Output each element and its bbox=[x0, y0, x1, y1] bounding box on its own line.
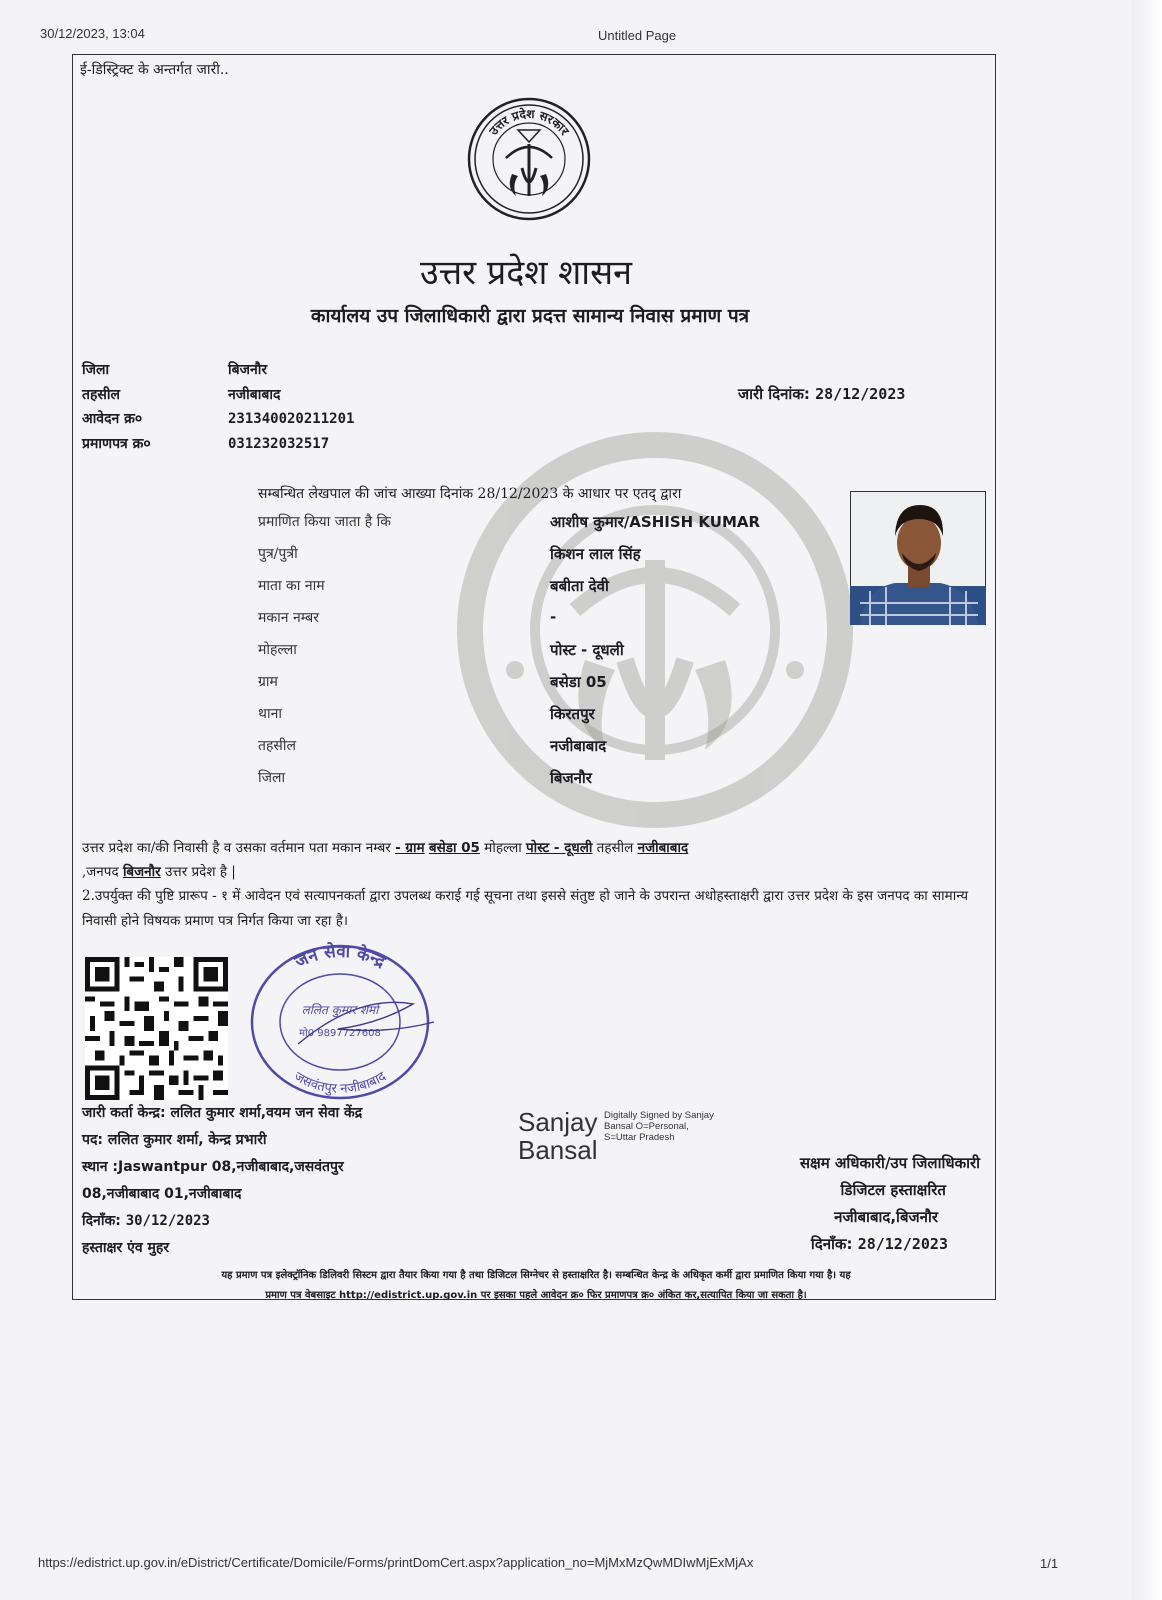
authority-date-label: दिनाँक: bbox=[810, 1235, 853, 1253]
meta-labels bbox=[82, 358, 151, 456]
issuer-sign-seal: हस्ताक्षर एंव मुहर bbox=[82, 1240, 170, 1256]
meta-value-application-no: 231340020211201 bbox=[228, 411, 355, 427]
authority-date bbox=[720, 1231, 980, 1258]
qr-code bbox=[84, 957, 229, 1100]
issuer-place-2: 08,नजीबाबाद 01,नजीबाबाद bbox=[82, 1186, 242, 1202]
digital-sign-details bbox=[604, 1110, 714, 1143]
detail-value-village: बसेडा 05 bbox=[550, 673, 607, 691]
print-datetime: 30/12/2023, 13:04 bbox=[40, 26, 145, 41]
detail-value-tehsil: नजीबाबाद bbox=[550, 737, 607, 755]
detail-value-name: आशीष कुमार/ASHISH KUMAR bbox=[550, 513, 761, 531]
para1-text-3: तहसील bbox=[592, 840, 638, 856]
para1-village: बसेडा 05 bbox=[428, 840, 480, 856]
issuer-center: जारी कर्ता केन्द्र: ललित कुमार शर्मा,वयम जन सेवा केंद्र bbox=[82, 1105, 363, 1121]
para1-text-1: उत्तर प्रदेश का/की निवासी है व उसका वर्तमान पता मकान नम्बर bbox=[82, 840, 396, 856]
footer-note-line-1: यह प्रमाण पत्र इलेक्ट्रॉनिक डिलिवरी सिस्टम द्वारा तैयार किया गया है तथा डिजिटल सिग्नेचर से हस्ताक्षरित है। सम्बन्धित केन्द्र के अधिकृत कर्मी द्वारा प्रमाणित किया गया है। यह bbox=[221, 1270, 851, 1281]
stamp-top-text: जन सेवा केन्द्र bbox=[291, 941, 389, 973]
meta-value-district: बिजनौर bbox=[228, 362, 268, 378]
meta-label-application-no: आवेदन क्र० bbox=[82, 411, 143, 427]
detail-label-tehsil: तहसील bbox=[258, 738, 296, 754]
issuer-date-label: दिनाँक: bbox=[82, 1213, 121, 1229]
print-page-count: 1/1 bbox=[1040, 1556, 1059, 1571]
authority-block bbox=[720, 1150, 980, 1258]
digital-sign-line-2: Bansal O=Personal, bbox=[604, 1121, 689, 1132]
stamp-mobile-text: मो0 9897727608 bbox=[299, 1028, 381, 1039]
stamp-name-text: ललित कुमार शर्मा bbox=[301, 1003, 379, 1017]
authority-date-value: 28/12/2023 bbox=[857, 1235, 948, 1253]
issuer-date bbox=[82, 1208, 362, 1235]
detail-value-house-no: - bbox=[550, 608, 557, 626]
authority-line-2: डिजिटल हस्ताक्षरित bbox=[840, 1181, 946, 1199]
detail-label-house-no: मकान नम्बर bbox=[258, 610, 320, 626]
detail-label-certified: प्रमाणित किया जाता है कि bbox=[258, 514, 392, 530]
intro-line: सम्बन्धित लेखपाल की जांच आख्या दिनांक 28/12/2023 के आधार पर एतद् द्वारा bbox=[258, 486, 682, 502]
issue-date-label: जारी दिनांक: bbox=[738, 385, 810, 403]
meta-label-district: जिला bbox=[82, 362, 110, 378]
digital-sign-name-1: Sanjay bbox=[518, 1107, 598, 1137]
meta-label-tehsil: तहसील bbox=[82, 386, 120, 403]
digital-sign-line-1: Digitally Signed by Sanjay bbox=[604, 1110, 714, 1121]
detail-label-village: ग्राम bbox=[258, 674, 278, 690]
issue-date bbox=[738, 384, 905, 404]
para1-mohalla: पोस्ट - दूधली bbox=[526, 840, 593, 856]
para1-tehsil: नजीबाबाद bbox=[637, 840, 689, 856]
issuer-post: पद: ललित कुमार शर्मा, केन्द्र प्रभारी bbox=[82, 1132, 267, 1148]
digital-sign-line-3: S=Uttar Pradesh bbox=[604, 1132, 675, 1143]
detail-value-police-station: किरतपुर bbox=[550, 705, 595, 723]
meta-values bbox=[228, 358, 354, 456]
gov-title: उत्तर प्रदेश शासन bbox=[420, 253, 632, 293]
authority-line-3: नजीबाबाद,बिजनौर bbox=[834, 1208, 938, 1226]
applicant-photo bbox=[850, 491, 986, 625]
detail-label-district: जिला bbox=[258, 770, 286, 786]
issuer-place-1: स्थान :Jaswantpur 08,नजीबाबाद,जसवंतपुर bbox=[82, 1159, 344, 1175]
para1-text-2: मोहल्ला bbox=[479, 840, 527, 856]
detail-label-mother: माता का नाम bbox=[258, 578, 325, 594]
issuer-block bbox=[82, 1100, 362, 1262]
detail-value-mother: बबीता देवी bbox=[550, 577, 609, 595]
issue-date-value: 28/12/2023 bbox=[815, 385, 906, 403]
service-center-stamp bbox=[238, 934, 438, 1104]
footer-note-line-2: प्रमाण पत्र वेबसाइट http://edistrict.up.gov.in पर इसका पहले आवेदन क्र० फिर प्रमाणपत्र क्र० अंकित कर,सत्यापित किया जा सकता है। bbox=[265, 1290, 807, 1301]
svg-text:जन सेवा केन्द्र bbox=[291, 941, 389, 973]
issued-under-text: ई-डिस्ट्रिक्ट के अन्तर्गत जारी.. bbox=[80, 62, 229, 78]
scan-edge-shadow bbox=[1132, 0, 1162, 1600]
meta-value-tehsil: नजीबाबाद bbox=[228, 386, 281, 403]
print-footer-url: https://edistrict.up.gov.in/eDistrict/Certificate/Domicile/Forms/printDomCert.aspx?application_no=MjMxMzQwMDIwMjExMjAx bbox=[38, 1555, 754, 1570]
issuer-date-value: 30/12/2023 bbox=[125, 1213, 210, 1229]
authority-line-1: सक्षम अधिकारी/उप जिलाधिकारी bbox=[799, 1154, 980, 1172]
para1-text-4: ,जनपद bbox=[82, 864, 123, 880]
residence-paragraph bbox=[82, 836, 982, 884]
emblem-text: उत्तर प्रदेश सरकार bbox=[486, 106, 572, 138]
up-emblem-logo bbox=[466, 96, 592, 222]
certificate-title: कार्यालय उप जिलाधिकारी द्वारा प्रदत्त सामान्य निवास प्रमाण पत्र bbox=[310, 305, 750, 327]
detail-value-mohalla: पोस्ट - दूधली bbox=[550, 641, 624, 659]
meta-value-certificate-no: 031232032517 bbox=[228, 435, 330, 452]
digital-sign-name-2: Bansal bbox=[518, 1135, 598, 1165]
para1-district: बिजनौर bbox=[122, 864, 161, 880]
digital-signature bbox=[518, 1108, 598, 1164]
meta-label-certificate-no: प्रमाणपत्र क्र० bbox=[82, 435, 151, 452]
para1-gram: - ग्राम bbox=[395, 840, 425, 856]
certification-paragraph: 2.उपर्युक्त की पुष्टि प्रारूप - १ में आवेदन एवं सत्यापनकर्ता द्वारा उपलब्ध कराई गई सूचना तथा इससे संतुष्ट हो जाने के उपरान्त अधोहस्ताक्षरी द्वारा उत्तर प्रदेश के इस जनपद का सामान्य निवासी होने विषयक प्रमाण पत्र निर्गत किया जा रहा है। bbox=[82, 888, 969, 929]
detail-value-father: किशन लाल सिंह bbox=[550, 545, 641, 563]
detail-label-son-daughter: पुत्र/पुत्री bbox=[258, 546, 298, 562]
para1-text-5: उत्तर प्रदेश है | bbox=[160, 864, 236, 880]
detail-label-police-station: थाना bbox=[258, 706, 282, 722]
stamp-bottom-text: जसवंतपुर नजीबाबाद bbox=[291, 1069, 389, 1097]
footer-note bbox=[80, 1266, 992, 1306]
detail-label-mohalla: मोहल्ला bbox=[258, 642, 297, 658]
print-page-title: Untitled Page bbox=[598, 28, 677, 43]
detail-value-district: बिजनौर bbox=[550, 769, 592, 787]
